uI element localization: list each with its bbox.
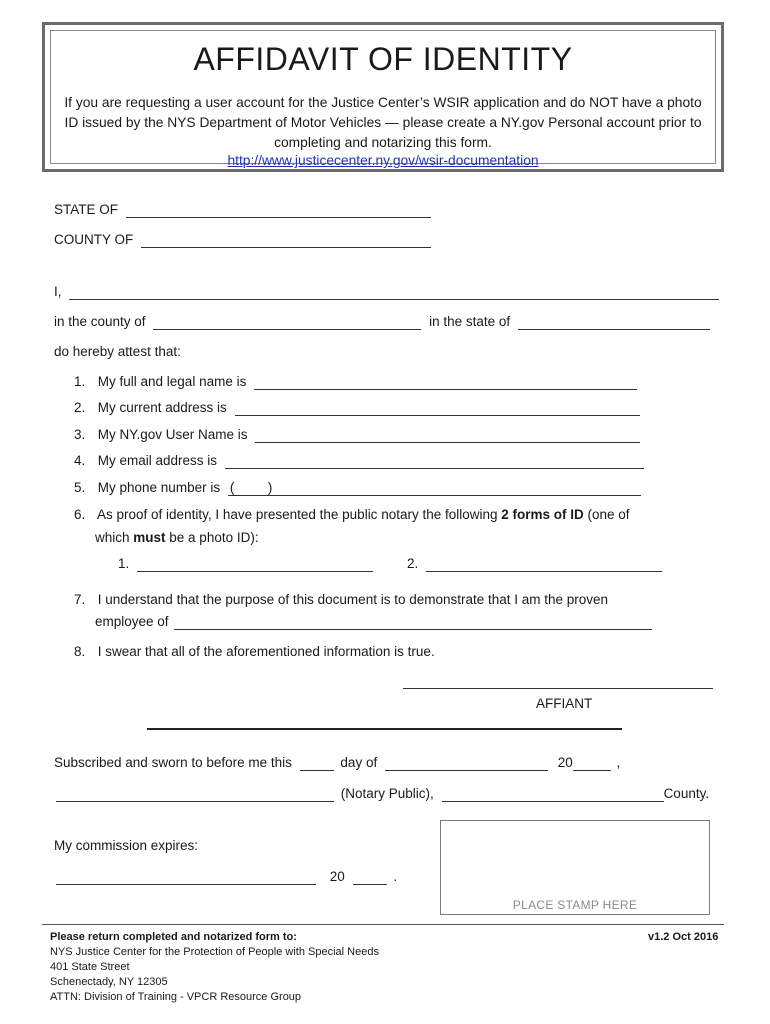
item-5 (74, 480, 641, 496)
footer-address (50, 930, 379, 1005)
item-label: My NY.gov User Name is (97, 427, 248, 442)
notary-name-field[interactable] (56, 786, 334, 802)
header-box (42, 22, 724, 172)
name-row (54, 284, 719, 300)
id-2-row (407, 556, 662, 572)
employer-field[interactable] (174, 614, 652, 630)
comma: , (616, 755, 621, 770)
return-label: Please return completed and notarized form to: (50, 931, 297, 943)
intro-text (59, 93, 707, 153)
item-number: 8. (74, 644, 86, 659)
id-1-number: 1. (118, 556, 130, 571)
id-1-row (118, 556, 373, 572)
i-label: I, (54, 284, 62, 299)
footer-rule (42, 924, 724, 925)
year-prefix: 20 (557, 755, 573, 770)
item-number: 3. (74, 427, 86, 442)
commission-date-field[interactable] (56, 869, 316, 885)
nygov-username-field[interactable] (255, 427, 640, 443)
id-2-number: 2. (407, 556, 419, 571)
phone-close-paren: ) (267, 480, 273, 495)
item-number: 2. (74, 400, 86, 415)
county-field[interactable] (141, 232, 431, 248)
separator-line (147, 728, 622, 730)
full-name-field[interactable] (254, 374, 637, 390)
page-title: AFFIDAVIT OF IDENTITY (193, 41, 573, 77)
item-4 (74, 453, 644, 469)
item-label: My phone number is (97, 480, 221, 495)
item-6-line2-a: which (95, 530, 134, 545)
day-field[interactable] (300, 755, 334, 771)
documentation-link[interactable]: http://www.justicecenter.ny.gov/wsir-documentation (227, 153, 539, 168)
subscribed-row (54, 755, 620, 771)
id-1-field[interactable] (137, 556, 373, 572)
intro-line-2: ID issued by the NYS Department of Motor Vehicles — please create a NY.gov Personal account prior to (64, 115, 702, 130)
notary-public-label: (Notary Public), (340, 786, 434, 801)
in-state-label: in the state of (429, 314, 511, 329)
period: . (393, 869, 398, 884)
item-number: 6. (74, 507, 86, 522)
item-label: My full and legal name is (97, 374, 247, 389)
phone-open-paren: ( (229, 480, 235, 495)
item-6-must: must (133, 530, 166, 545)
commission-year-prefix: 20 (329, 869, 345, 884)
item-8 (74, 644, 435, 659)
intro-line-1: If you are requesting a user account for the Justice Center’s WSIR application and do NOT have a photo (64, 95, 702, 110)
residence-state-field[interactable] (518, 314, 710, 330)
commission-label: My commission expires: (54, 838, 199, 853)
item-7 (74, 592, 608, 607)
state-row (54, 202, 431, 218)
attest-label: do hereby attest that: (54, 344, 181, 359)
affiant-signature-line[interactable] (403, 688, 713, 689)
month-field[interactable] (385, 755, 548, 771)
item-label: My email address is (97, 453, 218, 468)
commission-year-field[interactable] (353, 869, 387, 885)
item-number: 1. (74, 374, 86, 389)
notary-row (56, 786, 709, 802)
version-label: v1.2 Oct 2016 (648, 931, 719, 943)
item-label: My current address is (97, 400, 227, 415)
item-6-bold: 2 forms of ID (501, 507, 584, 522)
day-of-label: day of (340, 755, 378, 770)
year-field[interactable] (573, 755, 611, 771)
stamp-box (440, 820, 710, 915)
footer-attn: ATTN: Division of Training - VPCR Resource Group (50, 991, 302, 1003)
item-7-line-2 (95, 614, 652, 630)
county-label: COUNTY OF (54, 232, 134, 247)
footer-city: Schenectady, NY 12305 (50, 976, 168, 988)
item-label: I understand that the purpose of this document is to demonstrate that I am the proven (97, 592, 609, 607)
item-6-line-2 (95, 530, 259, 545)
state-label: STATE OF (54, 202, 118, 217)
item-6-text-b: (one of (583, 507, 630, 522)
notary-county-field[interactable] (442, 786, 664, 802)
item-number: 5. (74, 480, 86, 495)
phone-field[interactable] (228, 480, 641, 496)
item-number: 7. (74, 592, 86, 607)
affiant-name-field[interactable] (69, 284, 719, 300)
footer-org: NYS Justice Center for the Protection of People with Special Needs (50, 946, 379, 958)
employee-of-label: employee of (95, 614, 169, 629)
item-6-text-a: As proof of identity, I have presented the public notary the following (97, 507, 502, 522)
footer-street: 401 State Street (50, 961, 130, 973)
intro-line-3: completing and notarizing this form. (274, 135, 492, 150)
residence-county-field[interactable] (153, 314, 421, 330)
id-2-field[interactable] (426, 556, 662, 572)
address-field[interactable] (235, 400, 640, 416)
header-inner-border (50, 30, 716, 168)
county-suffix: County. (663, 786, 710, 801)
item-number: 4. (74, 453, 86, 468)
state-field[interactable] (126, 202, 431, 218)
item-6-line2-b: be a photo ID): (165, 530, 259, 545)
item-3 (74, 427, 640, 443)
item-6 (74, 507, 630, 522)
subscribed-label: Subscribed and sworn to before me this (54, 755, 292, 770)
commission-row (56, 869, 397, 885)
in-county-label: in the county of (54, 314, 146, 329)
residence-row (54, 314, 710, 330)
item-label: I swear that all of the aforementioned information is true. (97, 644, 435, 659)
item-2 (74, 400, 640, 416)
affiant-label: AFFIANT (536, 696, 593, 711)
stamp-label: PLACE STAMP HERE (512, 898, 638, 912)
item-1 (74, 374, 637, 390)
email-field[interactable] (225, 453, 644, 469)
county-row (54, 232, 431, 248)
